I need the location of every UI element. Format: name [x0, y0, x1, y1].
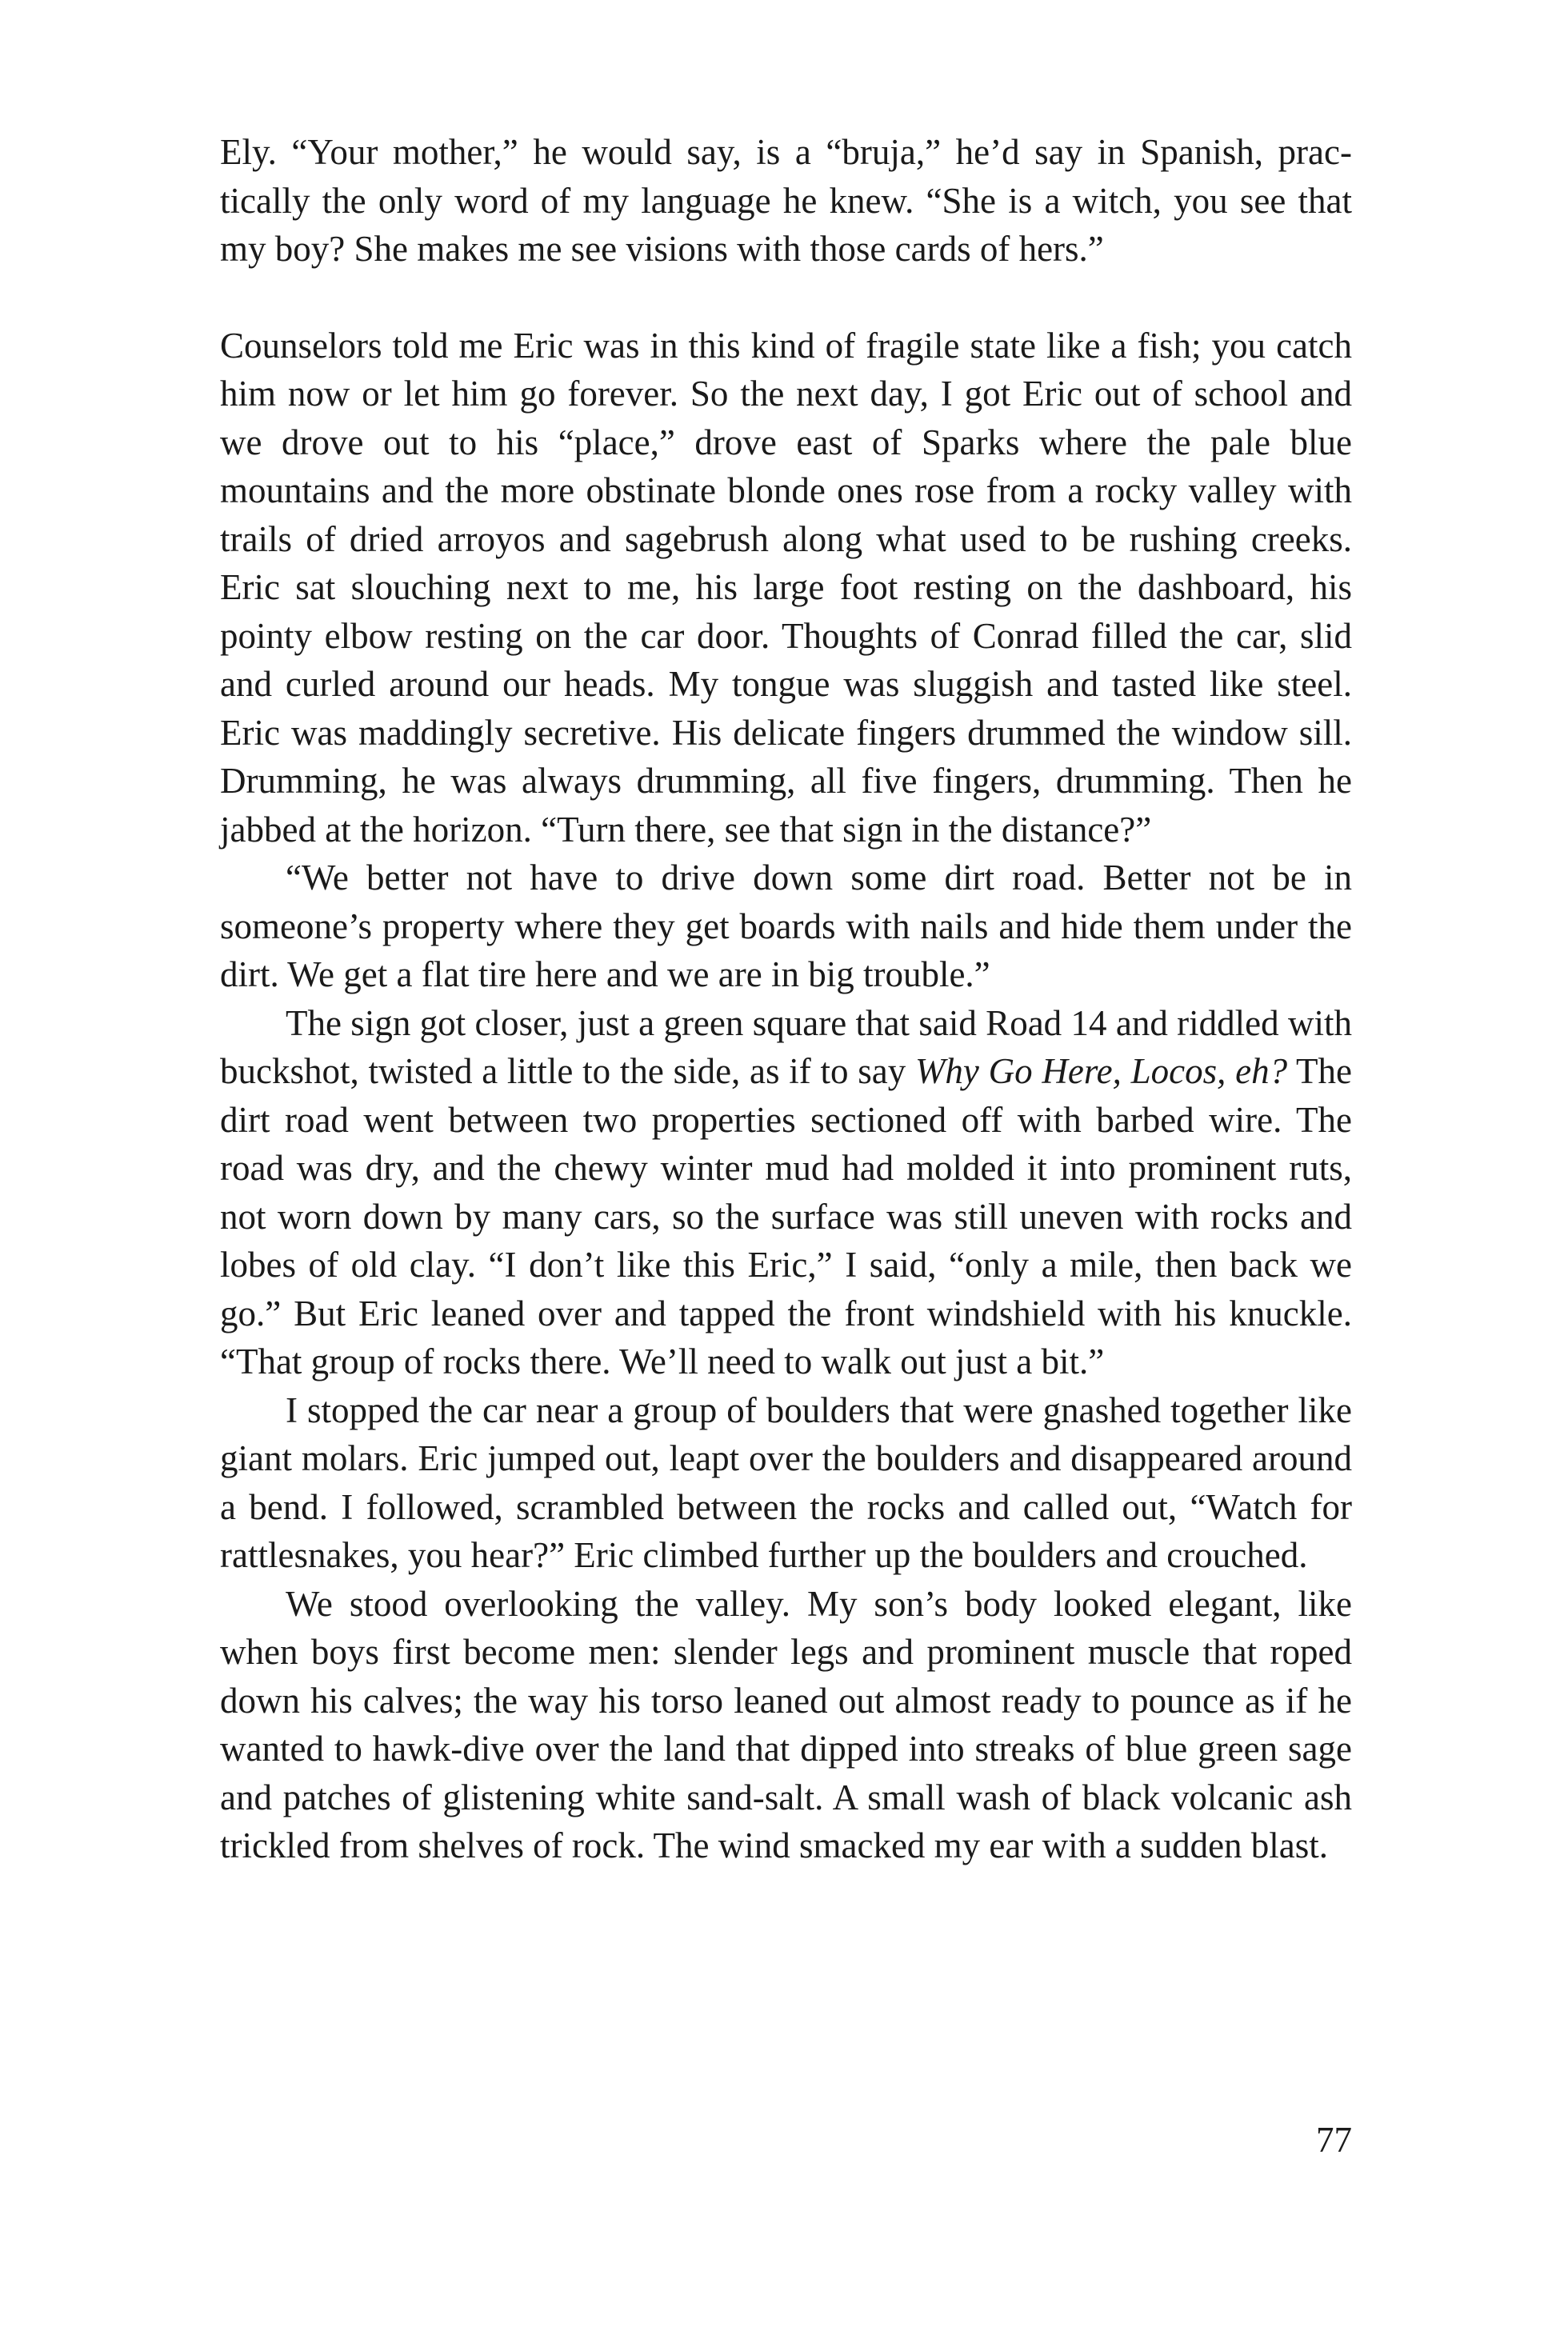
paragraph-valley	[220, 1580, 1352, 1870]
paragraph-text: The sign got closer, just a green square that said Road 14 and riddled with buckshot, twisted a little to the side, as if to say	[220, 1002, 1352, 1091]
paragraph-text: “We better not have to drive down some dirt road. Better not be in someone’s property where they get boards with nails and hide them under the dirt. We get a flat tire here and we are in big trouble.”	[220, 858, 1352, 994]
paragraph-continuation	[220, 128, 1352, 274]
paragraph-text: We stood overlooking the valley. My son’s body looked elegant, like when boys first become men: slender legs and prominent muscle that roped down his calves; the way his torso leaned out almost ready to pounce as if he wanted to hawk-dive over the land that dipped into streaks of blue green sage and patches of glistening white sand-salt. A small wash of black volcanic ash trickled from shelves of rock. The wind smacked my ear with a sudden blast.	[220, 1583, 1352, 1865]
paragraph-text: Counselors told me Eric was in this kind of fragile state like a fish; you catch him now or let him go forever. So the next day, I got Eric out of school and we drove out to his “place,” drove east of Sparks where the pale blue mountains and the more obstinate blonde ones rose from a rocky valley with trails of dried arroyos and sagebrush along what used to be rushing creeks. Eric sat slouching next to me, his large foot resting on the dashboard, his pointy elbow resting on the car door. Thoughts of Conrad filled the car, slid and curled around our heads. My tongue was sluggish and tasted like steel. Eric was maddingly secretive. His delicate fingers drummed the window sill. Drumming, he was always drumming, all five fingers, drumming. Then he jabbed at the horizon. “Turn there, see that sign in the distance?”	[220, 325, 1352, 850]
paragraph-boulders	[220, 1386, 1352, 1580]
paragraph-text: I stopped the car near a group of boulders that were gnashed together like giant molars. Eric jumped out, leapt over the boulders and disappeared around a bend. I followed, scrambled between the rocks and called out, “Watch for rattlesnakes, you hear?” Eric climbed further up the boulders and crouched.	[220, 1389, 1352, 1575]
paragraph-text: Ely. “Your mother,” he would say, is a “bruja,” he’d say in Spanish, practically the only word of my language he knew. “She is a witch, you see that my boy? She makes me see visions with those cards of hers.”	[220, 132, 1352, 269]
page-number: 77	[1316, 2120, 1352, 2160]
paragraph-sign	[220, 999, 1352, 1386]
paragraph-dirt-road	[220, 854, 1352, 999]
paragraph-text: The dirt road went between two properties sectioned off with barbed wire. The road was dry, and the chewy winter mud had molded it into prominent ruts, not worn down by many cars, so the surface was still uneven with rocks and lobes of old clay. “I don’t like this Eric,” I said, “only a mile, then back we go.” But Eric leaned over and tapped the front windshield with his knuckle. “That group of rocks there. We’ll need to walk out just a bit.”	[220, 1051, 1352, 1381]
paragraph-italic-text: Why Go Here, Locos, eh?	[914, 1051, 1288, 1091]
page-body	[220, 128, 1352, 1870]
paragraph-counselors	[220, 322, 1352, 854]
